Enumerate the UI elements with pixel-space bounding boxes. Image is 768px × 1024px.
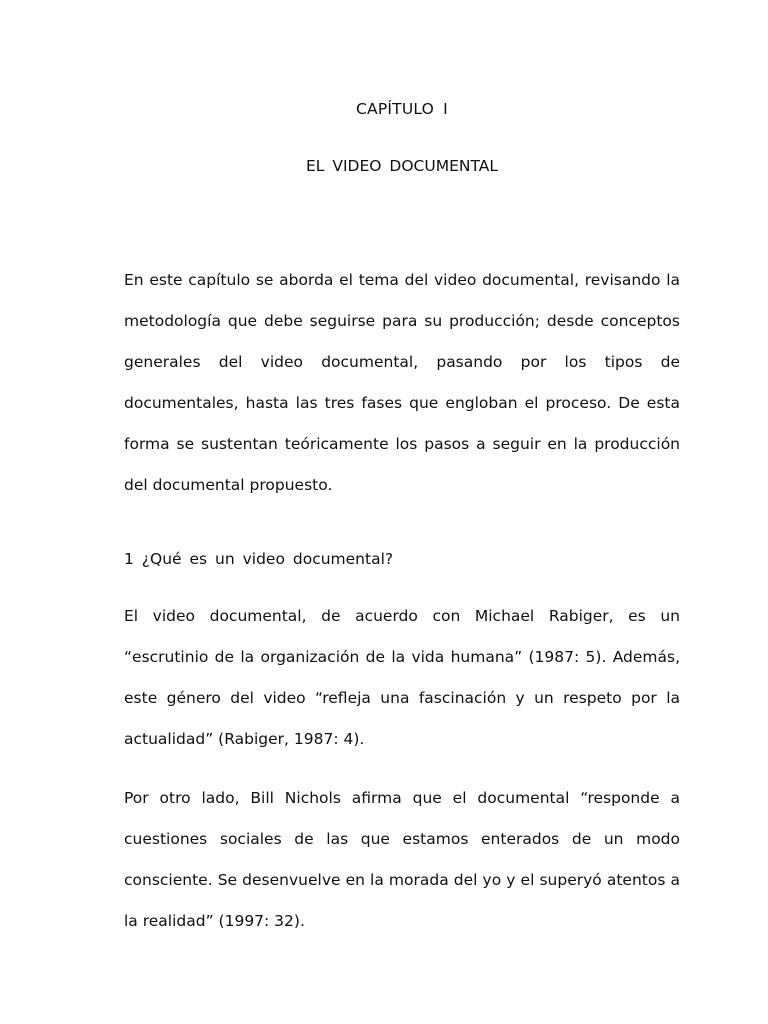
chapter-title: EL VIDEO DOCUMENTAL (306, 157, 498, 175)
body-paragraph-2: Por otro lado, Bill Nichols afirma que el documental “responde a cuestiones sociales de las que estamos enterados de un modo consciente. Se desenvuelve en la morada del yo y el superyó atentos a la realidad” (1997: 32). (124, 789, 680, 930)
chapter-heading: CAPÍTULO I (356, 100, 448, 118)
section-heading: 1 ¿Qué es un video documental? (124, 550, 394, 568)
intro-paragraph: En este capítulo se aborda el tema del video documental, revisando la metodología que debe seguirse para su producción; desde conceptos generales del video documental, pasando por los tipos de documentales, hasta las tres fases que engloban el proceso. De esta forma se sustentan teóricamente los pasos a seguir en la producción del documental propuesto. (124, 271, 680, 494)
body-paragraph-1: El video documental, de acuerdo con Michael Rabiger, es un “escrutinio de la organización de la vida humana” (1987: 5). Además, este género del video “refleja una fascinación y un respeto por la actualidad” (Rabiger, 1987: 4). (124, 607, 680, 748)
